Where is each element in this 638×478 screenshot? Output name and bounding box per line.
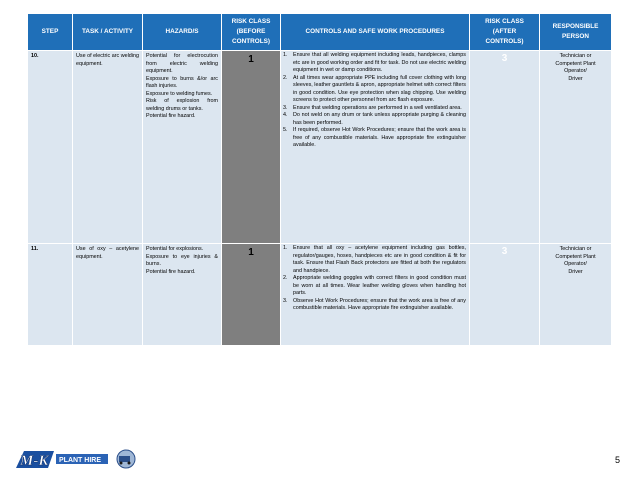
control-number: 2. — [283, 74, 288, 81]
header-risk-after-line: (AFTER — [492, 28, 517, 35]
step-number: 11. — [28, 244, 73, 346]
control-item — [283, 298, 466, 313]
risk-assessment-table — [27, 13, 612, 346]
control-text: If required, observe Hot Work Procedures; ensure that the work area is free of any combustible materials. Have appropriate fire extinguisher available. — [293, 127, 466, 148]
control-item — [283, 127, 466, 150]
hazard-item: Potential fire hazard. — [146, 113, 196, 119]
control-text: Appropriate welding goggles with correct filters in good condition must be worn at all times. Wear leather welding gloves when handling hot parts. — [293, 275, 466, 296]
header-risk-after-line: RISK CLASS — [485, 18, 524, 25]
control-text: Ensure that all oxy – acetylene equipment including gas bottles, regulator/gauges, hoses, handpieces etc are in good condition & fit for task. Ensure that Flash Back protectors are fitted at both the regulators and handpiece. — [293, 245, 466, 274]
task-activity: Use of electric arc welding equipment. — [73, 51, 143, 244]
header-risk-before — [222, 14, 281, 51]
header-task: TASK / ACTIVITY — [73, 14, 143, 51]
control-text: Ensure that all welding equipment including leads, handpieces, clamps etc are in good working order and fit for task. Do not use electric welding equipment in wet or damp conditions. — [293, 52, 466, 73]
control-item — [283, 105, 466, 113]
hazard-item: Exposure to welding fumes. — [146, 90, 213, 97]
header-hazard: HAZARD/S — [143, 14, 222, 51]
header-responsible-person — [540, 14, 612, 51]
risk-class-before — [222, 244, 281, 346]
logo-truck-body — [119, 456, 130, 462]
controls-cell — [281, 244, 470, 346]
person-line: Operator/ — [564, 261, 587, 267]
controls-list — [283, 52, 466, 150]
logo-truck-wheel — [120, 462, 123, 465]
table-row — [28, 51, 612, 244]
header-risk-after — [470, 14, 540, 51]
control-item — [283, 75, 466, 105]
hazard-item: Risk of explosion from welding drums or tanks. — [146, 98, 218, 112]
person-line: Driver — [568, 75, 583, 82]
header-risk-before-line: RISK CLASS — [231, 18, 271, 25]
hazard-item: Exposure to burns &/or arc flash injuries. — [146, 75, 218, 89]
control-text: Ensure that welding operations are performed in a well ventilated area. — [293, 104, 462, 111]
control-number: 1. — [283, 52, 288, 58]
header-step: STEP — [28, 14, 73, 51]
page-number: 5 — [614, 455, 620, 465]
control-item — [283, 245, 466, 275]
hazard-item: Potential for explosions. — [146, 246, 204, 252]
responsible-person — [540, 244, 612, 346]
controls-cell — [281, 51, 470, 244]
risk-after-value: 3 — [501, 246, 508, 257]
control-item — [283, 112, 466, 127]
logo-sub-text: PLANT HIRE — [59, 457, 101, 464]
control-number: 2. — [283, 275, 288, 281]
logo-truck-wheel — [128, 462, 131, 465]
person-line: Competent Plant — [555, 60, 596, 67]
hazard-item: Potential fire hazard. — [146, 268, 196, 275]
person-line: Technician or — [559, 246, 592, 252]
responsible-person — [540, 51, 612, 244]
control-item — [283, 275, 466, 298]
header-person-line: RESPONSIBLE — [552, 23, 599, 30]
header-person-line: PERSON — [562, 33, 589, 40]
header-risk-before-line: CONTROLS) — [232, 38, 270, 45]
control-number: 3. — [283, 297, 288, 304]
header-risk-after-line: CONTROLS) — [485, 38, 524, 45]
risk-before-value: 1 — [248, 54, 254, 65]
control-number: 3. — [283, 104, 288, 111]
hazard-item: Potential for electrocution from electric welding equipment. — [146, 53, 218, 74]
risk-after-value: 3 — [501, 53, 508, 64]
person-line: Driver — [568, 268, 583, 275]
task-activity: Use of oxy – acetylene equipment. — [73, 244, 143, 346]
control-text: At all times wear appropriate PPE including full cover clothing with long sleeves, leather gauntlets & apron, appropriate helmet with correct filters in good condition. Use eye protection when slag chipping. Use welding screens to protect other personnel from arc flash exposure. — [293, 74, 466, 103]
risk-class-before — [222, 51, 281, 244]
hazards-cell — [143, 51, 222, 244]
header-risk-before-line: (BEFORE — [236, 28, 266, 35]
hazards-cell — [143, 244, 222, 346]
header-controls: CONTROLS AND SAFE WORK PROCEDURES — [281, 14, 470, 51]
header-row — [28, 14, 612, 51]
company-logo — [14, 448, 150, 470]
control-number: 4. — [283, 112, 288, 118]
risk-class-after — [470, 244, 540, 346]
control-number: 1. — [283, 245, 288, 251]
control-text: Do not weld on any drum or tank unless appropriate purging & cleaning has been performed. — [293, 112, 466, 126]
control-text: Observe Hot Work Procedures; ensure that the work area is free of any combustible materials. Have appropriate fire extinguisher available. — [293, 297, 466, 311]
table-row — [28, 244, 612, 346]
control-item — [283, 52, 466, 75]
person-line: Operator/ — [564, 68, 587, 74]
hazard-item: Exposure to eye injuries & burns. — [146, 253, 218, 267]
controls-list — [283, 245, 466, 313]
step-number: 10. — [28, 51, 73, 244]
person-line: Competent Plant — [555, 253, 596, 260]
logo-text: M-K — [20, 453, 49, 469]
risk-before-value: 1 — [248, 247, 254, 258]
control-number: 5. — [283, 127, 288, 133]
person-line: Technician or — [559, 53, 592, 59]
risk-class-after — [470, 51, 540, 244]
